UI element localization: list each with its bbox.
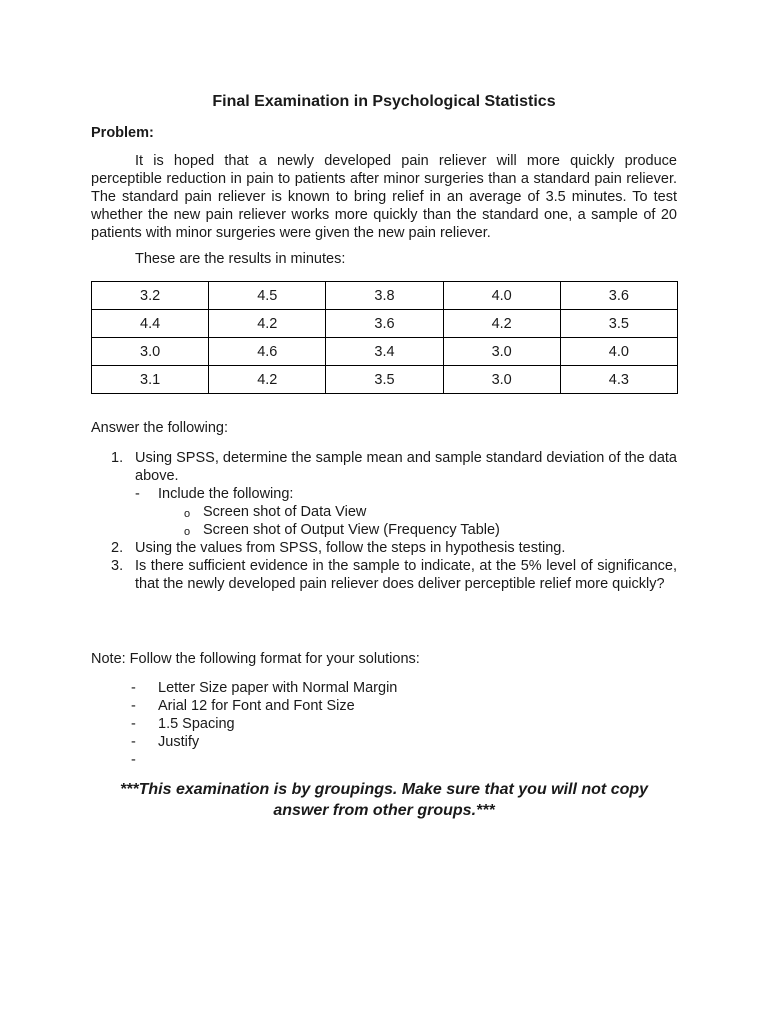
dash-marker: - bbox=[131, 734, 136, 750]
format-item bbox=[131, 751, 397, 769]
table-cell: 4.2 bbox=[209, 310, 326, 338]
table-cell: 4.6 bbox=[209, 338, 326, 366]
table-cell: 3.0 bbox=[92, 338, 209, 366]
table-cell: 4.0 bbox=[443, 282, 560, 310]
question-text: Is there sufficient evidence in the sample to indicate, at the 5% level of significance, that the newly developed pain reliever does deliver perceptible relief more quickly? bbox=[135, 558, 677, 592]
question-text: Using the values from SPSS, follow the steps in hypothesis testing. bbox=[135, 540, 566, 556]
question-text: Using SPSS, determine the sample mean and sample standard deviation of the data above. bbox=[135, 450, 677, 484]
format-item bbox=[131, 715, 397, 733]
format-item bbox=[131, 679, 397, 697]
answer-intro: Answer the following: bbox=[91, 420, 229, 436]
bullet-text: Screen shot of Output View (Frequency Table) bbox=[203, 522, 500, 538]
dash-marker: - bbox=[135, 486, 140, 502]
dash-marker: - bbox=[131, 752, 136, 768]
dash-marker: - bbox=[131, 698, 136, 714]
question-number: 2. bbox=[111, 540, 124, 556]
question-item-3 bbox=[91, 557, 677, 593]
circle-bullet-icon: o bbox=[184, 508, 191, 520]
sub-item-text: Include the following: bbox=[158, 486, 294, 502]
table-cell: 3.6 bbox=[326, 310, 443, 338]
format-item bbox=[131, 733, 397, 751]
table-cell: 3.0 bbox=[443, 338, 560, 366]
format-list bbox=[131, 679, 397, 769]
table-cell: 3.5 bbox=[560, 310, 677, 338]
format-item-text: Letter Size paper with Normal Margin bbox=[158, 680, 398, 696]
question-list bbox=[91, 449, 677, 593]
table-cell: 4.2 bbox=[209, 366, 326, 394]
table-row bbox=[92, 282, 678, 310]
results-intro: These are the results in minutes: bbox=[135, 251, 346, 267]
closing-note bbox=[0, 779, 768, 821]
sub-item bbox=[135, 485, 677, 503]
question-item-2 bbox=[91, 539, 677, 557]
table-cell: 4.5 bbox=[209, 282, 326, 310]
table-cell: 3.1 bbox=[92, 366, 209, 394]
bullet-item bbox=[135, 521, 677, 539]
table-row bbox=[92, 338, 678, 366]
page-title: Final Examination in Psychological Statistics bbox=[212, 93, 556, 110]
format-item-text: 1.5 Spacing bbox=[158, 716, 235, 732]
problem-paragraph: It is hoped that a newly developed pain reliever will more quickly produce perceptible reduction in pain to patients after minor surgeries than a standard pain reliever. The standard pain reliever is known to bring relief in an average of 3.5 minutes. To test whether the new pain reliever works more quickly than the standard one, a sample of 20 patients with minor surgeries were given the new pain reliever. bbox=[91, 153, 677, 241]
results-table bbox=[91, 281, 678, 394]
table-cell: 3.5 bbox=[326, 366, 443, 394]
table-cell: 3.0 bbox=[443, 366, 560, 394]
table-row bbox=[92, 310, 678, 338]
format-item bbox=[131, 697, 397, 715]
dash-marker: - bbox=[131, 716, 136, 732]
question-item-1 bbox=[91, 449, 677, 539]
table-cell: 3.8 bbox=[326, 282, 443, 310]
table-cell: 4.2 bbox=[443, 310, 560, 338]
table-cell: 4.0 bbox=[560, 338, 677, 366]
dash-marker: - bbox=[131, 680, 136, 696]
table-cell: 4.3 bbox=[560, 366, 677, 394]
format-item-text: Justify bbox=[158, 734, 200, 750]
circle-bullet-icon: o bbox=[184, 526, 191, 538]
bullet-text: Screen shot of Data View bbox=[203, 504, 367, 520]
table-cell: 4.4 bbox=[92, 310, 209, 338]
table-cell: 3.6 bbox=[560, 282, 677, 310]
bullet-item bbox=[135, 503, 677, 521]
problem-heading: Problem: bbox=[91, 125, 154, 141]
question-number: 1. bbox=[111, 450, 124, 466]
question-number: 3. bbox=[111, 558, 124, 574]
table-row bbox=[92, 366, 678, 394]
closing-line-2: answer from other groups.*** bbox=[273, 802, 495, 819]
table-cell: 3.2 bbox=[92, 282, 209, 310]
table-cell: 3.4 bbox=[326, 338, 443, 366]
closing-line-1: ***This examination is by groupings. Make sure that you will not copy bbox=[119, 781, 649, 798]
format-item-text: Arial 12 for Font and Font Size bbox=[158, 698, 355, 714]
note-intro: Note: Follow the following format for your solutions: bbox=[91, 651, 420, 667]
